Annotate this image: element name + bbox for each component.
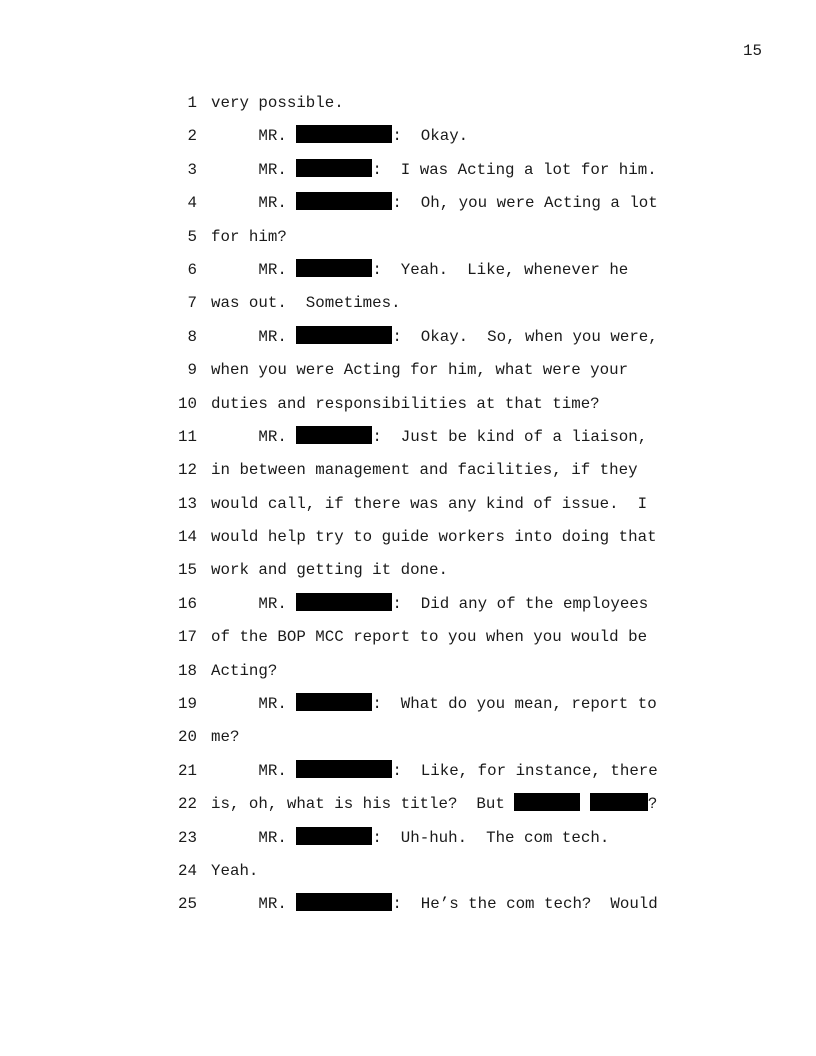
transcript-lines: [0, 91, 816, 926]
line-text-content: work and getting it done.: [211, 561, 448, 580]
line-number: 22: [178, 795, 197, 814]
redaction-block: [590, 793, 648, 811]
speaker-prefix: MR.: [211, 427, 297, 446]
line-number: 17: [178, 628, 197, 647]
line-number: 20: [178, 728, 197, 747]
line-text-content: ?: [647, 795, 658, 814]
line-number: 1: [187, 94, 197, 112]
line-text: [211, 158, 657, 182]
line-text: [211, 291, 401, 315]
speaker-prefix: MR.: [211, 127, 297, 146]
line-number: 21: [178, 761, 197, 780]
transcript-line: [0, 492, 816, 525]
line-number: 14: [178, 528, 197, 547]
speaker-prefix: is, oh, what is his title? But: [211, 795, 515, 814]
line-text: [211, 191, 658, 215]
line-number: 23: [178, 828, 197, 847]
line-text-content: : He’s the com tech? Would: [392, 895, 658, 914]
line-text: [211, 692, 657, 716]
speaker-prefix: MR.: [211, 260, 297, 279]
line-text-content: would help try to guide workers into doing that: [211, 528, 657, 547]
speaker-prefix: MR.: [211, 695, 297, 714]
line-number: 25: [178, 895, 197, 914]
transcript-line: [0, 558, 816, 591]
line-text: [211, 859, 258, 883]
transcript-line: [0, 725, 816, 758]
line-text: [211, 792, 657, 816]
transcript-line: [0, 91, 816, 124]
speaker-prefix: MR.: [211, 327, 297, 346]
line-text-content: : Did any of the employees: [392, 594, 649, 613]
transcript-line: [0, 692, 816, 725]
speaker-prefix: MR.: [211, 594, 297, 613]
transcript-line: [0, 158, 816, 191]
line-number: 19: [178, 695, 197, 714]
line-text-content: : Oh, you were Acting a lot: [392, 194, 658, 213]
line-number: 16: [178, 594, 197, 613]
line-text: [211, 759, 658, 783]
redaction-block: [296, 760, 392, 778]
line-text: [211, 258, 628, 282]
transcript-line: [0, 124, 816, 157]
line-text-content: : What do you mean, report to: [372, 695, 657, 714]
transcript-line: [0, 592, 816, 625]
transcript-line: [0, 859, 816, 892]
line-text: [211, 225, 287, 249]
line-text-content: me?: [211, 728, 240, 747]
line-text: [211, 725, 239, 749]
line-number: 11: [178, 427, 197, 446]
line-number: 10: [178, 394, 197, 413]
line-text: [211, 525, 657, 549]
transcript-line: [0, 525, 816, 558]
line-text-content: : Yeah. Like, whenever he: [372, 260, 629, 279]
line-text: [211, 492, 647, 516]
transcript-line: [0, 358, 816, 391]
line-text-mid: [580, 795, 589, 813]
transcript-line: [0, 291, 816, 324]
speaker-prefix: MR.: [211, 194, 297, 213]
line-text: [211, 625, 647, 649]
transcript-line: [0, 225, 816, 258]
line-text: [211, 358, 628, 382]
transcript-line: [0, 458, 816, 491]
line-text: [211, 558, 448, 582]
line-text-content: : Like, for instance, there: [392, 761, 658, 780]
line-text-content: of the BOP MCC report to you when you would be: [211, 628, 648, 647]
line-text: [211, 425, 647, 449]
line-text-content: for him?: [211, 227, 287, 246]
redaction-block: [296, 192, 392, 210]
line-text-content: : Just be kind of a liaison,: [372, 427, 648, 446]
redaction-block: [296, 593, 392, 611]
line-number: 4: [187, 194, 197, 213]
line-number: 2: [187, 127, 197, 146]
line-number: 12: [178, 461, 197, 480]
transcript-line: [0, 759, 816, 792]
line-text-content: Yeah.: [211, 861, 259, 880]
line-text: [211, 892, 658, 916]
transcript-line: [0, 892, 816, 925]
transcript-line: [0, 191, 816, 224]
line-text: [211, 392, 600, 416]
line-number: 9: [187, 361, 197, 380]
speaker-prefix: MR.: [211, 895, 297, 914]
line-text: [211, 124, 468, 148]
page-number: 15: [743, 42, 762, 60]
line-text-content: : Okay. So, when you were,: [392, 327, 658, 346]
line-number: 13: [178, 494, 197, 513]
line-number: 24: [178, 861, 197, 880]
redaction-block: [296, 159, 372, 177]
line-text: [211, 659, 277, 683]
line-text-content: would call, if there was any kind of issue. I: [211, 494, 648, 513]
redaction-block: [514, 793, 580, 811]
transcript-line: [0, 826, 816, 859]
transcript-line: [0, 258, 816, 291]
line-text-content: : I was Acting a lot for him.: [372, 160, 657, 179]
transcript-line: [0, 659, 816, 692]
redaction-block: [296, 259, 372, 277]
transcript-line: [0, 425, 816, 458]
line-number: 15: [178, 561, 197, 580]
line-text: [211, 458, 638, 482]
line-text-content: was out. Sometimes.: [211, 294, 401, 313]
line-text: [211, 592, 648, 616]
line-number: 5: [187, 227, 197, 246]
speaker-prefix: MR.: [211, 160, 297, 179]
line-text-content: Acting?: [211, 661, 278, 680]
line-number: 18: [178, 661, 197, 680]
redaction-block: [296, 893, 392, 911]
line-text: [211, 91, 344, 115]
speaker-prefix: MR.: [211, 828, 297, 847]
line-text-content: very possible.: [211, 94, 344, 112]
redaction-block: [296, 326, 392, 344]
line-number: 8: [187, 327, 197, 346]
redaction-block: [296, 827, 372, 845]
line-text-content: when you were Acting for him, what were your: [211, 361, 629, 380]
line-text-content: in between management and facilities, if they: [211, 461, 638, 480]
line-text: [211, 325, 658, 349]
redaction-block: [296, 426, 372, 444]
line-number: 6: [187, 260, 197, 279]
line-text-content: : Uh-huh. The com tech.: [372, 828, 610, 847]
redaction-block: [296, 125, 392, 143]
line-number: 7: [187, 294, 197, 313]
transcript-line: [0, 625, 816, 658]
transcript-line: [0, 325, 816, 358]
redaction-block: [296, 693, 372, 711]
transcript-line: [0, 792, 816, 825]
line-text: [211, 826, 609, 850]
line-number: 3: [187, 160, 197, 179]
line-text-content: : Okay.: [392, 127, 469, 146]
speaker-prefix: MR.: [211, 761, 297, 780]
transcript-line: [0, 392, 816, 425]
line-text-content: duties and responsibilities at that time?: [211, 394, 600, 413]
